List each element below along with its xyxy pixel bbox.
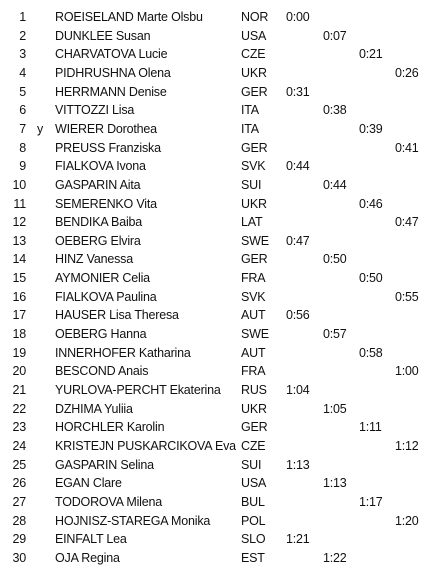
table-row [0, 101, 427, 119]
athlete-name: ROEISELAND Marte Olsbu [55, 10, 203, 24]
start-time: 1:04 [286, 383, 310, 397]
start-time: 1:05 [323, 401, 347, 416]
rank-cell: 15 [12, 271, 26, 286]
start-time: 0:56 [286, 308, 310, 323]
start-time: 0:50 [359, 271, 383, 286]
rank-cell: 5 [19, 84, 26, 99]
rank-cell: 16 [12, 289, 26, 304]
athlete-name: GASPARIN Selina [55, 457, 154, 472]
start-time: 0:44 [286, 159, 310, 174]
nation-code: CZE [241, 47, 266, 62]
rank-cell: 30 [12, 550, 26, 565]
start-time: 1:13 [286, 457, 310, 472]
athlete-name: PREUSS Franziska [55, 140, 161, 155]
start-time: 0:58 [359, 345, 383, 360]
table-row [0, 27, 427, 45]
table-row [0, 456, 427, 474]
table-row [0, 530, 427, 548]
nation-code: RUS [241, 383, 267, 397]
athlete-name: TODOROVA Milena [55, 494, 162, 509]
rank-cell: 6 [19, 103, 26, 118]
nation-code: SWE [241, 327, 269, 342]
rank-cell: 13 [12, 233, 26, 248]
nation-code: FRA [241, 271, 266, 286]
nation-code: AUT [241, 308, 266, 323]
table-row [0, 512, 427, 530]
table-row [0, 213, 427, 231]
table-row [0, 437, 427, 455]
nation-code: AUT [241, 345, 266, 360]
athlete-name: HAUSER Lisa Theresa [55, 308, 179, 323]
nation-code: GER [241, 140, 268, 155]
athlete-name: DZHIMA Yuliia [55, 401, 133, 416]
start-time: 0:44 [323, 177, 347, 192]
table-row [0, 269, 427, 287]
rank-cell: 28 [12, 513, 26, 528]
nation-code: EST [241, 550, 265, 565]
table-row [0, 139, 427, 157]
nation-code: LAT [241, 215, 263, 230]
table-row [0, 64, 427, 82]
table-row [0, 176, 427, 194]
rank-cell: 24 [12, 438, 26, 453]
table-row [0, 195, 427, 213]
athlete-name: FIALKOVA Paulina [55, 289, 157, 304]
table-row [0, 325, 427, 343]
athlete-name: KRISTEJN PUSKARCIKOVA Eva [55, 438, 236, 453]
start-time: 1:00 [395, 364, 419, 379]
table-row [0, 45, 427, 63]
nation-code: ITA [241, 103, 259, 118]
athlete-name: CHARVATOVA Lucie [55, 47, 168, 62]
start-time: 0:47 [395, 215, 419, 230]
nation-code: SWE [241, 233, 269, 248]
athlete-name: HINZ Vanessa [55, 252, 133, 267]
start-time: 0:07 [323, 28, 347, 43]
table-row [0, 232, 427, 250]
nation-code: GER [241, 252, 268, 267]
start-time: 0:55 [395, 289, 419, 304]
nation-code: SVK [241, 289, 266, 304]
rank-cell: 2 [19, 28, 26, 43]
nation-code: UKR [241, 65, 267, 80]
nation-code: FRA [241, 364, 266, 379]
table-row [0, 493, 427, 511]
athlete-name: AYMONIER Celia [55, 271, 150, 286]
athlete-name: HOJNISZ-STAREGA Monika [55, 513, 211, 528]
rank-cell: 22 [12, 401, 26, 416]
start-time: 0:46 [359, 196, 383, 211]
table-row [0, 400, 427, 418]
start-time: 0:26 [395, 65, 419, 80]
athlete-name: DUNKLEE Susan [55, 28, 151, 43]
nation-code: USA [241, 28, 267, 43]
rank-cell: 23 [12, 420, 26, 435]
rank-cell: 18 [12, 327, 26, 342]
athlete-name: VITTOZZI Lisa [55, 103, 135, 118]
start-time: 1:22 [323, 550, 347, 565]
athlete-name: OEBERG Elvira [55, 233, 141, 248]
table-row [0, 157, 427, 175]
nation-code: GER [241, 420, 268, 435]
nation-code: NOR [241, 10, 269, 24]
rank-cell: 4 [19, 65, 26, 80]
athlete-name: SEMERENKO Vita [55, 196, 157, 211]
nation-code: SUI [241, 457, 262, 472]
table-row [0, 8, 427, 26]
nation-code: BUL [241, 494, 265, 509]
rank-cell: 11 [13, 196, 26, 211]
start-time: 1:13 [323, 476, 347, 491]
nation-code: POL [241, 513, 266, 528]
start-time: 0:38 [323, 103, 347, 118]
start-time: 0:00 [286, 10, 310, 24]
table-row [0, 362, 427, 380]
athlete-name: HERRMANN Denise [55, 84, 167, 99]
athlete-name: OJA Regina [55, 550, 120, 565]
rank-cell: 20 [12, 364, 26, 379]
nation-code: GER [241, 84, 268, 99]
nation-code: UKR [241, 196, 267, 211]
athlete-name: GASPARIN Aita [55, 177, 141, 192]
start-time: 0:41 [395, 140, 419, 155]
rank-cell: 21 [12, 383, 26, 397]
table-row [0, 250, 427, 268]
table-row [0, 418, 427, 436]
athlete-name: YURLOVA-PERCHT Ekaterina [55, 383, 221, 397]
athlete-name: EINFALT Lea [55, 532, 127, 547]
mark-cell: y [37, 121, 44, 136]
rank-cell: 1 [19, 10, 26, 24]
rank-cell: 29 [12, 532, 26, 547]
nation-code: SUI [241, 177, 262, 192]
athlete-name: BENDIKA Baiba [55, 215, 143, 230]
nation-code: SLO [241, 532, 266, 547]
table-row [0, 83, 427, 101]
table-row [0, 381, 427, 399]
table-row [0, 120, 427, 138]
nation-code: ITA [241, 121, 259, 136]
start-time: 1:12 [395, 438, 419, 453]
athlete-name: EGAN Clare [55, 476, 122, 491]
rank-cell: 3 [19, 47, 26, 62]
start-time: 0:47 [286, 233, 310, 248]
nation-code: CZE [241, 438, 266, 453]
start-time: 0:39 [359, 121, 383, 136]
rank-cell: 14 [12, 252, 26, 267]
nation-code: SVK [241, 159, 266, 174]
start-time: 1:11 [359, 420, 382, 435]
athlete-name: HORCHLER Karolin [55, 420, 165, 435]
start-time: 1:20 [395, 513, 419, 528]
rank-cell: 12 [12, 215, 26, 230]
start-time: 0:31 [286, 84, 310, 99]
rank-cell: 10 [12, 177, 26, 192]
table-row [0, 549, 427, 567]
rank-cell: 7 [19, 121, 26, 136]
rank-cell: 27 [12, 494, 26, 509]
rank-cell: 26 [12, 476, 26, 491]
athlete-name: BESCOND Anais [55, 364, 149, 379]
rank-cell: 9 [19, 159, 26, 174]
table-row [0, 474, 427, 492]
start-time: 1:21 [286, 532, 310, 547]
start-time: 0:57 [323, 327, 347, 342]
athlete-name: WIERER Dorothea [55, 121, 157, 136]
athlete-name: FIALKOVA Ivona [55, 159, 146, 174]
table-row [0, 344, 427, 362]
rank-cell: 19 [12, 345, 26, 360]
start-time: 0:21 [359, 47, 383, 62]
rank-cell: 8 [19, 140, 26, 155]
table-row [0, 288, 427, 306]
athlete-name: PIDHRUSHNA Olena [55, 65, 171, 80]
rank-cell: 25 [12, 457, 26, 472]
rank-cell: 17 [12, 308, 26, 323]
start-time: 1:17 [359, 494, 383, 509]
start-time: 0:50 [323, 252, 347, 267]
nation-code: USA [241, 476, 267, 491]
athlete-name: INNERHOFER Katharina [55, 345, 191, 360]
athlete-name: OEBERG Hanna [55, 327, 147, 342]
nation-code: UKR [241, 401, 267, 416]
table-row [0, 306, 427, 324]
